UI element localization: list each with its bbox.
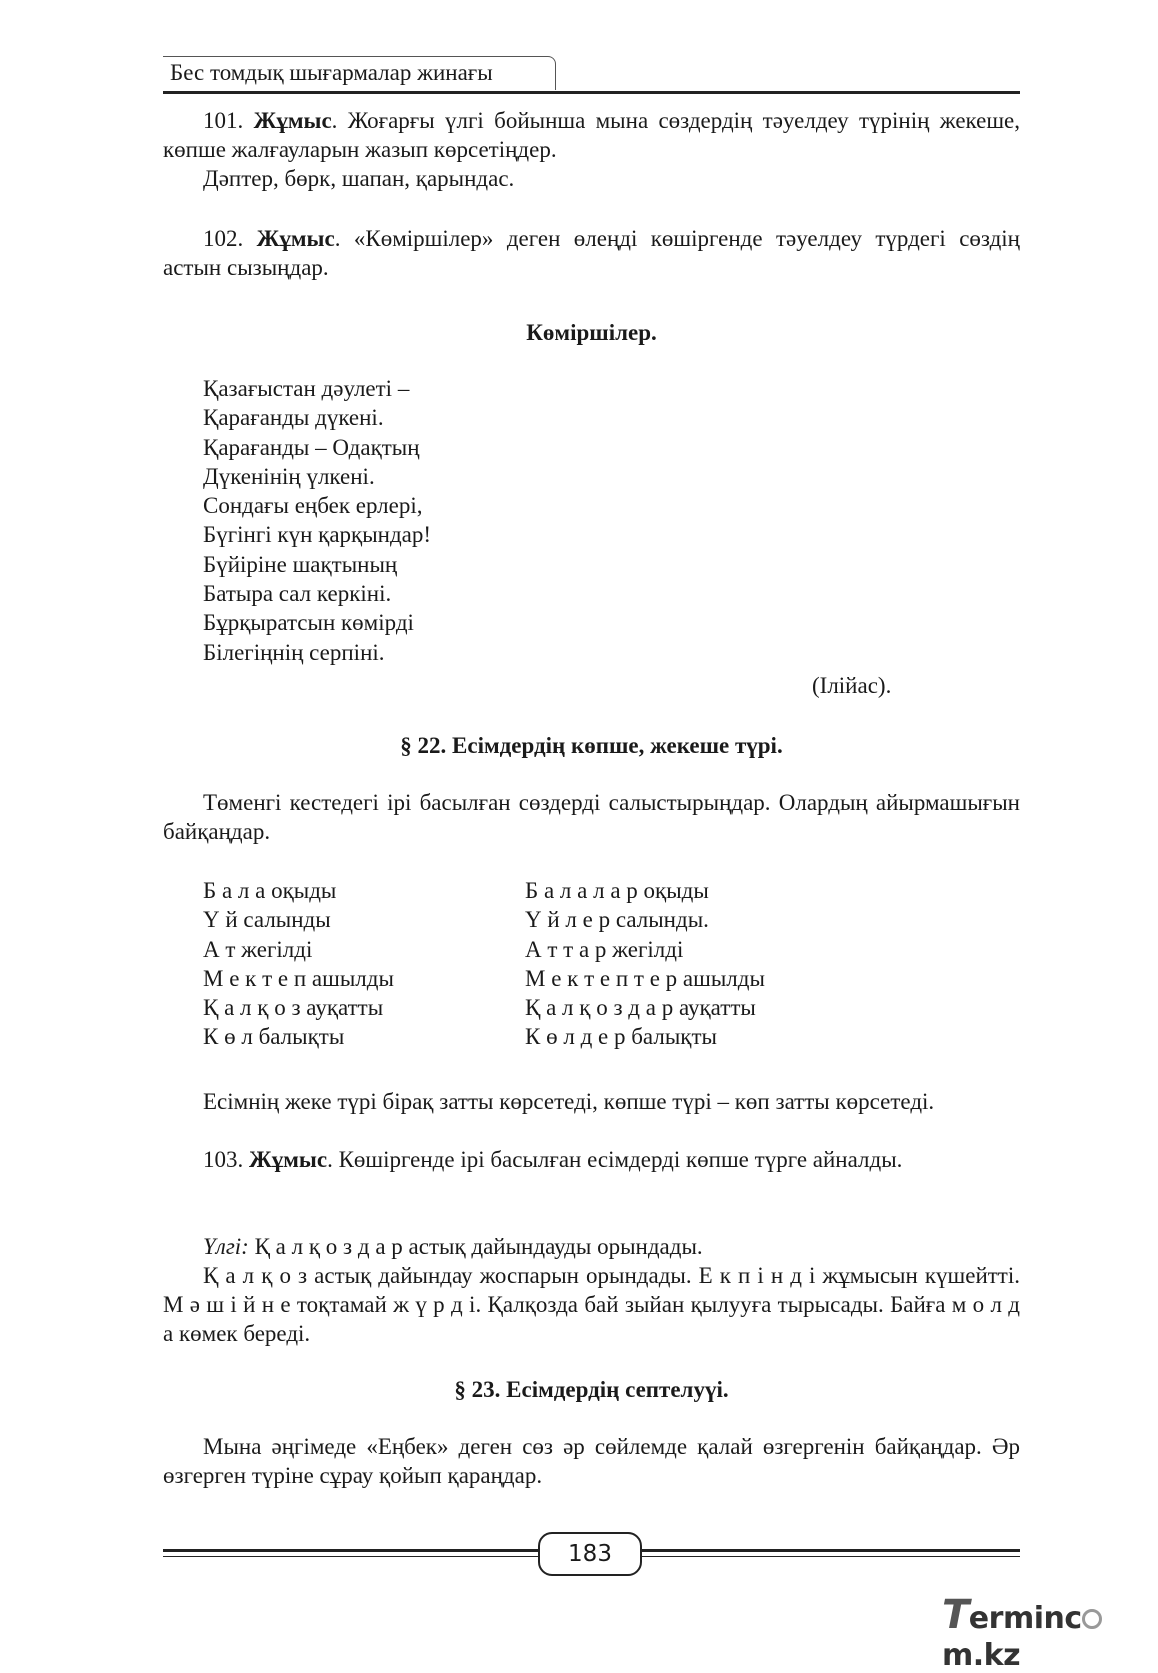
singular-item: К ө л балықты — [203, 1024, 345, 1050]
poem-line: Сондағы еңбек ерлері, — [203, 493, 423, 519]
section-23-intro: Мына әңгімеде «Еңбек» деген сөз әр сөйлемде қалай өзгергенін байқаңдар. Әр өзгерген түріне сұрау қойып қараңдар. — [163, 1434, 1020, 1488]
exercise-101 — [163, 106, 1020, 193]
exercise-103-text: . Көшіргенде ірі басылған есімдерді көпше түрге айналды. — [327, 1147, 903, 1172]
watermark-part: ermin — [968, 1601, 1065, 1636]
exercise-102 — [163, 224, 1020, 282]
exercise-103-paragraph: Қ а л қ о з астық дайындау жоспарын орындады. Е к п і н д і жұмысын күшейтті. М ә ш і й н е тоқтамай ж ү р д і. Қалқозда бай зыйан қылууға тырысады. Байға м о л д а көмек береді. — [163, 1263, 1020, 1346]
poem-line: Батыра сал керкіні. — [203, 581, 392, 607]
singular-column — [203, 876, 394, 1052]
section-22-intro-block — [163, 788, 1020, 846]
exercise-101-words: Дәптер, бөрк, шапан, қарындас. — [203, 166, 515, 191]
exercise-101-task — [163, 106, 1020, 164]
exercise-103-sample — [163, 1232, 1020, 1261]
plural-item: Ү й л е р салынды. — [525, 907, 709, 933]
poem-line: Қазағыстан дәулеті – — [203, 376, 410, 401]
watermark-part: m.kz — [942, 1638, 1021, 1673]
singular-item: А т жегілді — [203, 936, 313, 962]
plural-column — [525, 876, 765, 1052]
exercise-101-label: Жұмыс — [253, 108, 332, 133]
poem-line: Қарағанды – Одақтың — [203, 434, 420, 460]
singular-item: Б а л а оқыды — [203, 878, 337, 903]
plural-item: Қ а л қ о з д а р ауқатты — [525, 995, 756, 1021]
watermark-logo — [942, 1592, 1158, 1673]
watermark-part: c — [1064, 1601, 1082, 1636]
exercise-103-task — [163, 1145, 1020, 1174]
exercise-101-text: . Жоғарғы үлгі бойынша мына сөздердің тәуелдеу түрінің жекеше, көпше жалғауларын жазып көрсетіңдер. — [163, 108, 1021, 162]
poem-line: Дүкенінің үлкені. — [203, 463, 375, 489]
poem-line: Бүгінгі күн қарқындар! — [203, 522, 432, 548]
plural-item: А т т а р жегілді — [525, 936, 684, 962]
poem-line: Бұрқыратсын көмірді — [203, 610, 414, 636]
section-22-rule: Есімнің жеке түрі бірақ затты көрсетеді, көпше түрі – көп затты көрсетеді. — [203, 1089, 935, 1114]
plural-item: К ө л д е р балықты — [525, 1024, 717, 1050]
plural-item: Б а л а л а р оқыды — [525, 878, 709, 903]
sample-label: Үлгі: — [203, 1234, 249, 1259]
section-23-heading: § 23. Есімдердің септелуүі. — [454, 1377, 729, 1402]
header-rule — [163, 91, 1020, 94]
exercise-102-task — [163, 224, 1020, 282]
section-22-heading: § 22. Есімдердің көпше, жекеше түрі. — [400, 733, 783, 758]
exercise-102-text: . «Көміршілер» деген өлеңді көшіргенде тәуелдеу түрдегі сөздің астын сызыңдар. — [163, 226, 1020, 280]
exercise-103-number: 103. — [203, 1147, 244, 1172]
section-23-intro-block — [163, 1432, 1020, 1490]
section-22-rule-block — [163, 1087, 1020, 1116]
singular-item: М е к т е п ашылды — [203, 965, 394, 991]
singular-item: Ү й салынды — [203, 907, 331, 933]
poem-line: Қарағанды дүкені. — [203, 405, 384, 431]
poem-line: Білегіңнің серпіні. — [203, 639, 385, 665]
exercise-102-label: Жұмыс — [256, 226, 335, 251]
exercise-102-number: 102. — [203, 226, 244, 251]
sample-text: Қ а л қ о з д а р астық дайындауды орындады. — [248, 1234, 703, 1259]
exercise-101-number: 101. — [203, 108, 244, 133]
exercise-103-label: Жұмыс — [249, 1147, 328, 1172]
poem-author: (Ілійас). — [812, 673, 892, 698]
page-number: 183 — [538, 1532, 642, 1576]
poem-line: Бүйіріне шақтының — [203, 551, 398, 577]
poem-title: Көміршілер. — [526, 320, 657, 345]
exercise-103 — [163, 1145, 1020, 1174]
plural-item: М е к т е п т е р ашылды — [525, 965, 765, 991]
watermark-circle-icon — [1082, 1609, 1102, 1629]
section-22-intro: Төменгі кестедегі ірі басылған сөздерді салыстырыңдар. Олардың айырмашығын байқаңдар. — [163, 790, 1020, 844]
watermark-t: T — [942, 1592, 969, 1638]
poem-body — [203, 374, 431, 667]
book-title: Бес томдық шығармалар жинағы — [170, 60, 493, 85]
exercise-103-sample-block — [163, 1232, 1020, 1348]
singular-item: Қ а л қ о з ауқатты — [203, 995, 384, 1021]
